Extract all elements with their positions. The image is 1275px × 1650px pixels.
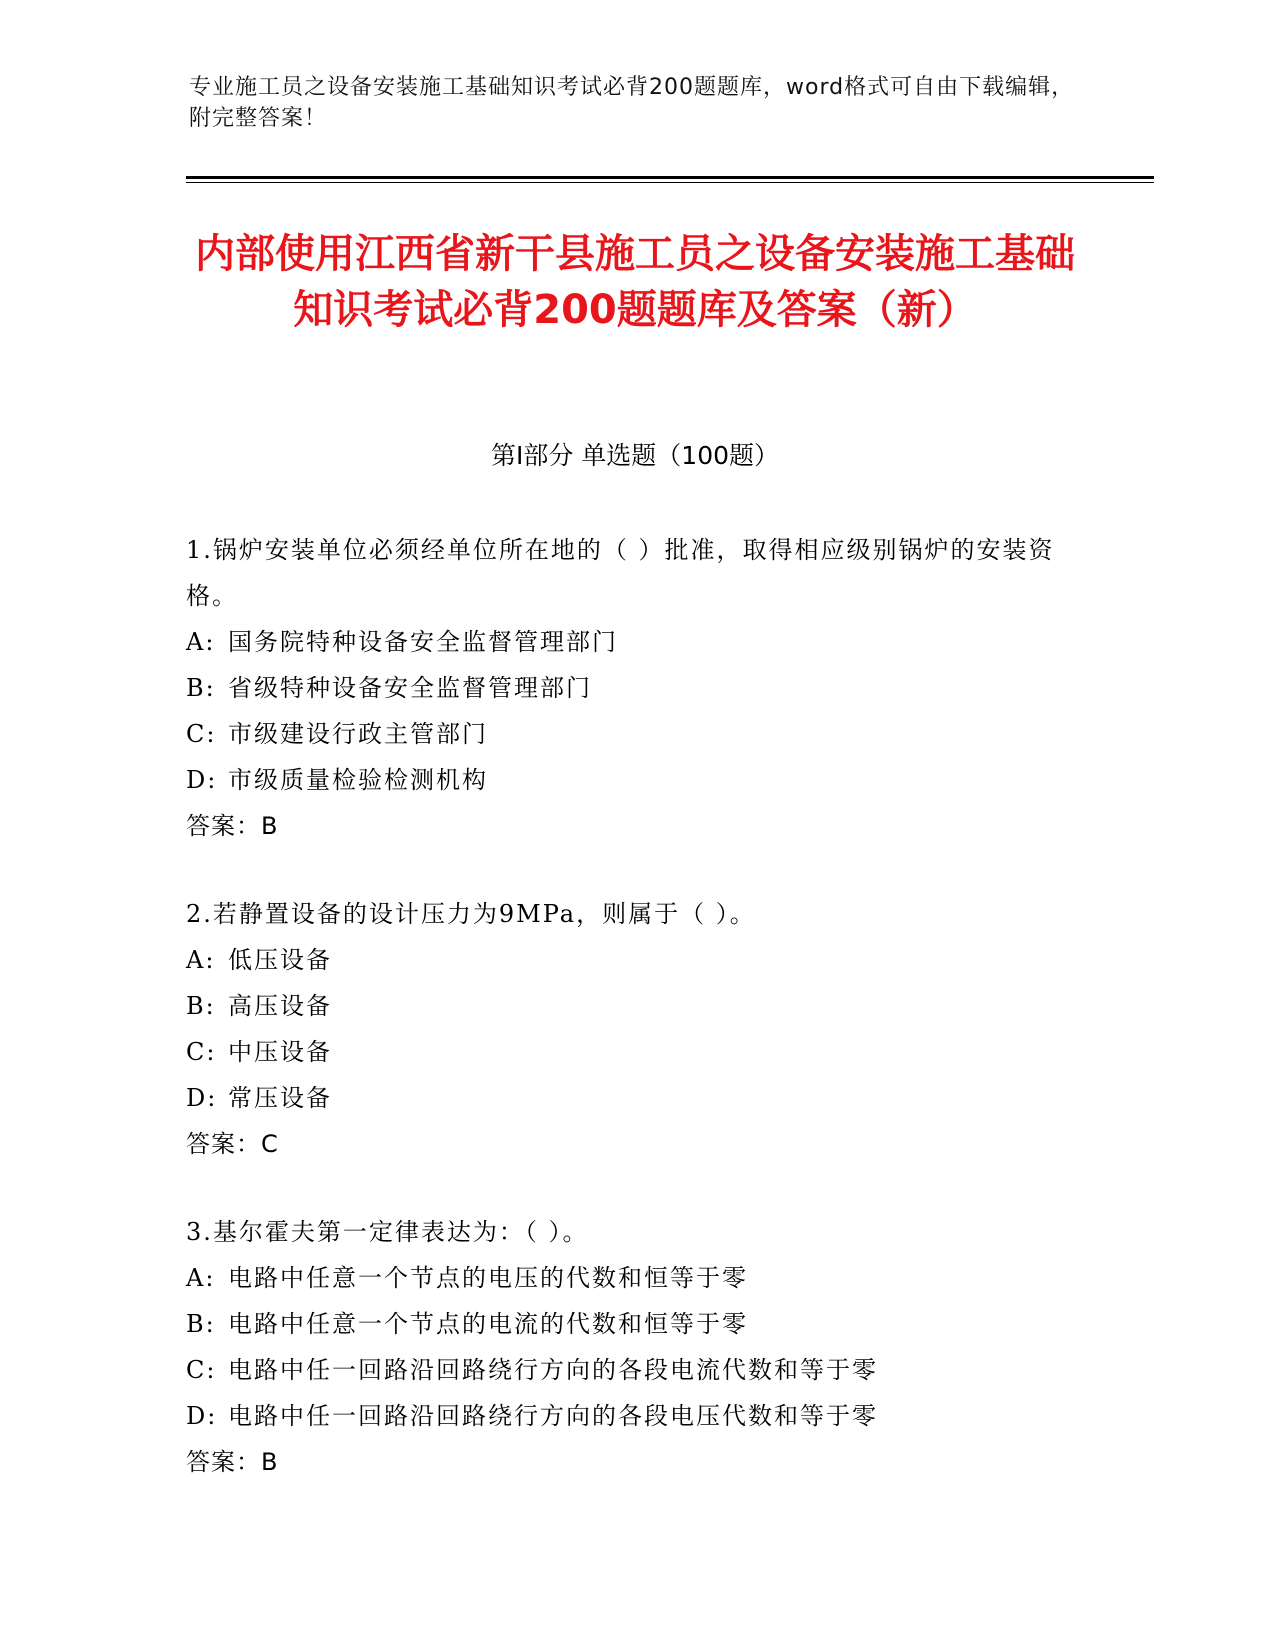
option-text: 高压设备 bbox=[228, 992, 332, 1020]
option-text: 市级建设行政主管部门 bbox=[228, 720, 488, 748]
option-c bbox=[186, 1347, 1086, 1393]
answer-line: 答案：B bbox=[186, 812, 279, 840]
header-divider-thick bbox=[186, 176, 1154, 179]
document-title: 内部使用江西省新干县施工员之设备安装施工基础知识考试必背200题题库及答案（新） bbox=[195, 231, 1075, 333]
question-item bbox=[186, 891, 1086, 1167]
question-item bbox=[186, 1209, 1086, 1485]
option-d bbox=[186, 1393, 1086, 1439]
answer-line: 答案：C bbox=[186, 1130, 279, 1158]
option-b bbox=[186, 1301, 1086, 1347]
option-key: D: bbox=[186, 1084, 218, 1112]
option-c bbox=[186, 1029, 1086, 1075]
option-c bbox=[186, 711, 1086, 757]
option-key: B: bbox=[186, 1310, 216, 1338]
option-text: 电路中任意一个节点的电流的代数和恒等于零 bbox=[228, 1310, 748, 1338]
option-a bbox=[186, 619, 1086, 665]
option-text: 市级质量检验检测机构 bbox=[228, 766, 488, 794]
option-text: 电路中任一回路沿回路绕行方向的各段电压代数和等于零 bbox=[228, 1402, 878, 1430]
option-b bbox=[186, 983, 1086, 1029]
option-d bbox=[186, 757, 1086, 803]
question-item bbox=[186, 527, 1086, 849]
section-heading: 第Ⅰ部分 单选题（100题） bbox=[490, 441, 780, 470]
option-key: D: bbox=[186, 766, 218, 794]
option-key: D: bbox=[186, 1402, 218, 1430]
header-note: 专业施工员之设备安装施工基础知识考试必背200题题库，word格式可自由下载编辑，附完整答案！ bbox=[189, 75, 1075, 131]
option-key: C: bbox=[186, 1356, 217, 1384]
question-stem: 1.锅炉安装单位必须经单位所在地的（ ）批准，取得相应级别锅炉的安装资格。 bbox=[186, 536, 1055, 610]
option-key: A: bbox=[186, 628, 216, 656]
option-a bbox=[186, 1255, 1086, 1301]
option-text: 电路中任一回路沿回路绕行方向的各段电流代数和等于零 bbox=[228, 1356, 878, 1384]
question-stem: 2.若静置设备的设计压力为9MPa，则属于（ ）。 bbox=[186, 900, 756, 928]
option-key: C: bbox=[186, 720, 217, 748]
option-d bbox=[186, 1075, 1086, 1121]
header-divider-thin bbox=[186, 182, 1154, 183]
option-key: C: bbox=[186, 1038, 217, 1066]
option-text: 电路中任意一个节点的电压的代数和恒等于零 bbox=[228, 1264, 748, 1292]
question-list bbox=[186, 527, 1086, 1527]
option-text: 省级特种设备安全监督管理部门 bbox=[228, 674, 592, 702]
option-text: 低压设备 bbox=[228, 946, 332, 974]
option-text: 国务院特种设备安全监督管理部门 bbox=[228, 628, 618, 656]
option-key: A: bbox=[186, 946, 216, 974]
question-stem: 3.基尔霍夫第一定律表达为：（ ）。 bbox=[186, 1218, 589, 1246]
option-a bbox=[186, 937, 1086, 983]
option-b bbox=[186, 665, 1086, 711]
option-key: B: bbox=[186, 992, 216, 1020]
option-key: A: bbox=[186, 1264, 216, 1292]
answer-line: 答案：B bbox=[186, 1448, 279, 1476]
option-text: 常压设备 bbox=[228, 1084, 332, 1112]
option-text: 中压设备 bbox=[228, 1038, 332, 1066]
option-key: B: bbox=[186, 674, 216, 702]
